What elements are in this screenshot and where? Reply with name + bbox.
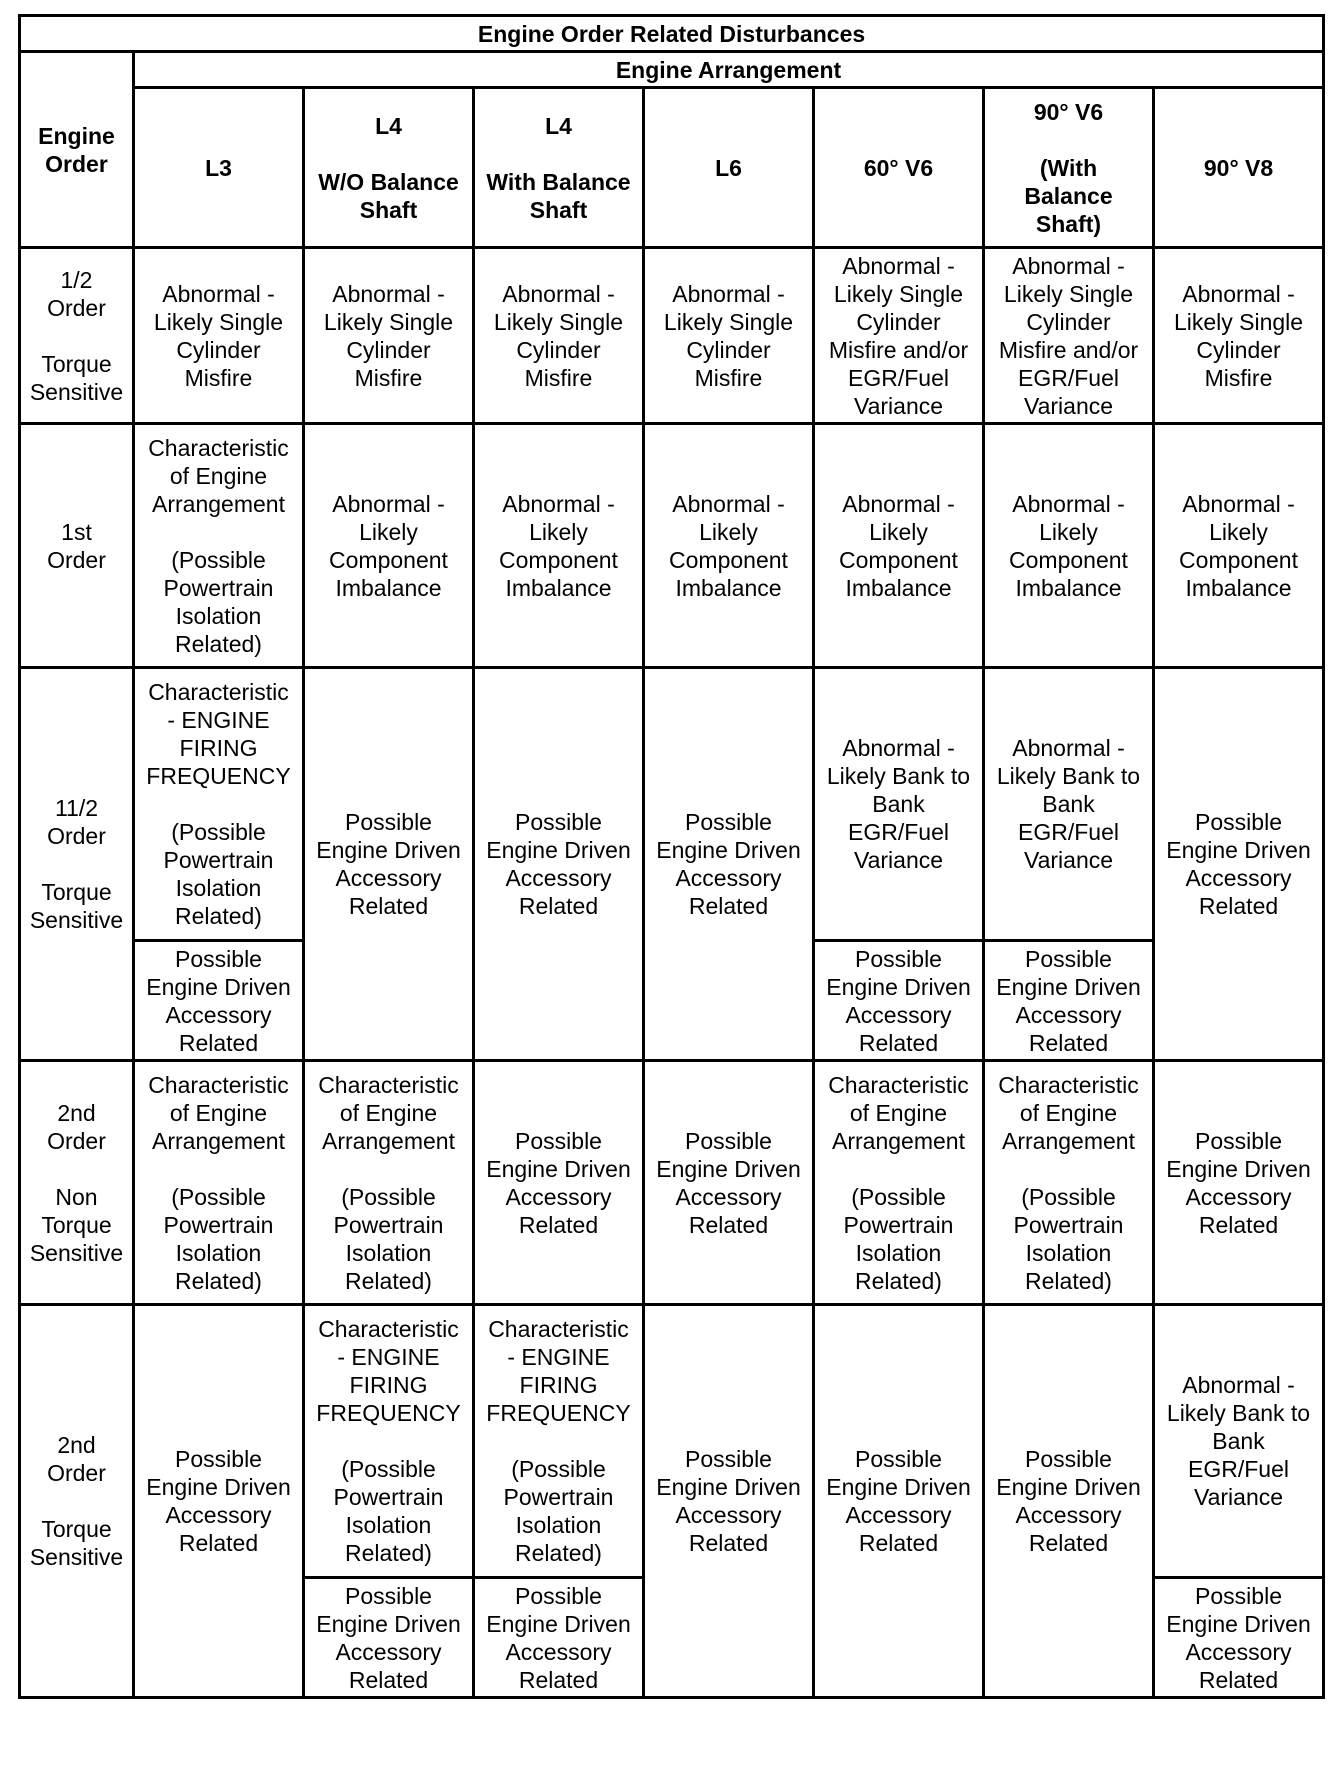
table-cell: Characteristic of Engine Arrangement (Possible Powertrain Isolation Related) bbox=[984, 1061, 1154, 1305]
table-cell: Possible Engine Driven Accessory Related bbox=[1154, 1578, 1324, 1698]
row-header-second-order-non-torque: 2nd Order Non Torque Sensitive bbox=[20, 1061, 134, 1305]
engine-order-table-wrapper bbox=[18, 14, 1325, 1699]
table-cell: Possible Engine Driven Accessory Related bbox=[984, 1305, 1154, 1698]
row-header-second-order-torque: 2nd Order Torque Sensitive bbox=[20, 1305, 134, 1698]
table-cell: Possible Engine Driven Accessory Related bbox=[134, 1305, 304, 1698]
row-header-half-order: 1/2 Order Torque Sensitive bbox=[20, 248, 134, 424]
table-cell: Characteristic - ENGINE FIRING FREQUENCY (Possible Powertrain Isolation Related) bbox=[304, 1305, 474, 1578]
table-cell: Abnormal - Likely Bank to Bank EGR/Fuel Variance bbox=[1154, 1305, 1324, 1578]
table-cell: Characteristic of Engine Arrangement (Possible Powertrain Isolation Related) bbox=[134, 1061, 304, 1305]
table-cell: Possible Engine Driven Accessory Related bbox=[1154, 1061, 1324, 1305]
table-cell: Abnormal - Likely Component Imbalance bbox=[1154, 424, 1324, 668]
table-title: Engine Order Related Disturbances bbox=[20, 16, 1324, 52]
table-cell: Abnormal - Likely Single Cylinder Misfire bbox=[134, 248, 304, 424]
column-header-90-v8: 90° V8 bbox=[1154, 88, 1324, 248]
table-cell: Possible Engine Driven Accessory Related bbox=[644, 668, 814, 1061]
column-header-90-v6-balance-shaft: 90° V6 (With Balance Shaft) bbox=[984, 88, 1154, 248]
table-cell: Possible Engine Driven Accessory Related bbox=[474, 1578, 644, 1698]
column-header-l3: L3 bbox=[134, 88, 304, 248]
table-cell: Abnormal - Likely Single Cylinder Misfire bbox=[474, 248, 644, 424]
column-header-l4-with-balance-shaft: L4 With Balance Shaft bbox=[474, 88, 644, 248]
table-cell: Abnormal - Likely Single Cylinder Misfire and/or EGR/Fuel Variance bbox=[814, 248, 984, 424]
table-row bbox=[20, 1305, 1324, 1578]
table-cell: Possible Engine Driven Accessory Related bbox=[814, 941, 984, 1061]
table-cell: Characteristic of Engine Arrangement (Possible Powertrain Isolation Related) bbox=[814, 1061, 984, 1305]
table-cell: Abnormal - Likely Single Cylinder Misfire bbox=[644, 248, 814, 424]
table-cell: Abnormal - Likely Single Cylinder Misfire and/or EGR/Fuel Variance bbox=[984, 248, 1154, 424]
table-cell: Abnormal - Likely Bank to Bank EGR/Fuel Variance bbox=[814, 668, 984, 941]
table-cell: Possible Engine Driven Accessory Related bbox=[644, 1061, 814, 1305]
table-cell: Abnormal - Likely Component Imbalance bbox=[644, 424, 814, 668]
table-row bbox=[20, 668, 1324, 941]
table-row bbox=[20, 1061, 1324, 1305]
row-header-one-and-half-order: 11/2 Order Torque Sensitive bbox=[20, 668, 134, 1061]
table-cell: Abnormal - Likely Component Imbalance bbox=[474, 424, 644, 668]
table-cell: Characteristic of Engine Arrangement (Possible Powertrain Isolation Related) bbox=[134, 424, 304, 668]
table-cell: Possible Engine Driven Accessory Related bbox=[304, 1578, 474, 1698]
table-cell: Characteristic - ENGINE FIRING FREQUENCY (Possible Powertrain Isolation Related) bbox=[474, 1305, 644, 1578]
engine-arrangement-header: Engine Arrangement bbox=[134, 52, 1324, 88]
table-cell: Possible Engine Driven Accessory Related bbox=[984, 941, 1154, 1061]
table-cell: Abnormal - Likely Component Imbalance bbox=[984, 424, 1154, 668]
table-cell: Possible Engine Driven Accessory Related bbox=[644, 1305, 814, 1698]
row-header-first-order: 1st Order bbox=[20, 424, 134, 668]
column-header-60-v6: 60° V6 bbox=[814, 88, 984, 248]
table-cell: Possible Engine Driven Accessory Related bbox=[304, 668, 474, 1061]
table-cell: Abnormal - Likely Single Cylinder Misfire bbox=[1154, 248, 1324, 424]
column-header-l6: L6 bbox=[644, 88, 814, 248]
table-cell: Abnormal - Likely Component Imbalance bbox=[304, 424, 474, 668]
table-cell: Abnormal - Likely Bank to Bank EGR/Fuel Variance bbox=[984, 668, 1154, 941]
column-header-l4-without-balance-shaft: L4 W/O Balance Shaft bbox=[304, 88, 474, 248]
table-cell: Characteristic - ENGINE FIRING FREQUENCY (Possible Powertrain Isolation Related) bbox=[134, 668, 304, 941]
table-cell: Abnormal - Likely Component Imbalance bbox=[814, 424, 984, 668]
table-cell: Possible Engine Driven Accessory Related bbox=[1154, 668, 1324, 1061]
table-cell: Abnormal - Likely Single Cylinder Misfire bbox=[304, 248, 474, 424]
engine-order-header: Engine Order bbox=[20, 52, 134, 248]
table-cell: Possible Engine Driven Accessory Related bbox=[474, 668, 644, 1061]
table-cell: Possible Engine Driven Accessory Related bbox=[474, 1061, 644, 1305]
table-cell: Possible Engine Driven Accessory Related bbox=[134, 941, 304, 1061]
table-cell: Characteristic of Engine Arrangement (Possible Powertrain Isolation Related) bbox=[304, 1061, 474, 1305]
engine-order-table bbox=[18, 14, 1325, 1699]
table-row bbox=[20, 248, 1324, 424]
table-row bbox=[20, 424, 1324, 668]
table-cell: Possible Engine Driven Accessory Related bbox=[814, 1305, 984, 1698]
